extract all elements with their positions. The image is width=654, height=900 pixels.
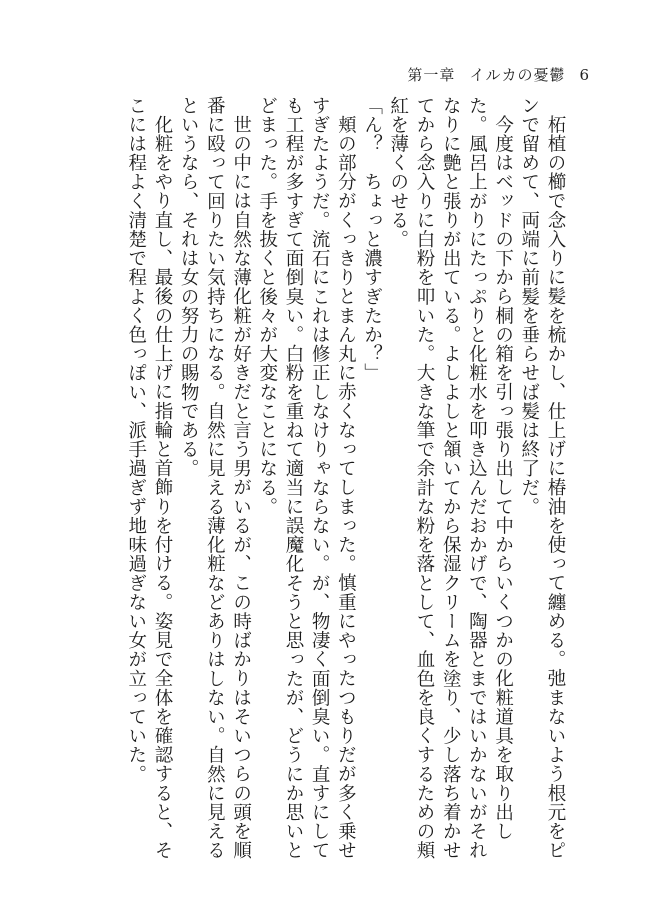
chapter-label: 第一章	[407, 66, 456, 84]
chapter-title: イルカの憂鬱	[469, 66, 566, 84]
paragraph: 頬の部分がくっきりとまん丸に赤くなってしまった。慎重にやったつもりだが多く乗せすぎたようだ。流石にこれは修正しなけりゃならない。が、物凄く面倒臭い。直すにしても工程が多すぎて面倒臭い。白粉を重ねて適当に誤魔化そうと思ったが、どうにか思いとどまった。手を抜くと後々が大変なことになる。	[256, 96, 357, 860]
paragraph: 化粧をやり直し、最後の仕上げに指輪と首飾りを付ける。姿見で全体を確認すると、そこには程よく清楚で程よく色っぽい、派手過ぎず地味過ぎない女が立っていた。	[125, 96, 173, 860]
running-header	[407, 64, 590, 85]
paragraph: 今度はベッドの下から桐の箱を引っ張り出して中からいくつかの化粧道具を取り出した。風呂上がりにたっぷりと化粧水を叩き込んだおかげで、陶器とまではいかないがそれなりに艶と張りが出ている。よしよしと頷いてから保湿クリームを塗り、少し落ち着かせてから念入りに白粉を叩いた。大きな筆で余計な粉を落として、血色を良くするための頬紅を薄くのせる。	[387, 96, 514, 860]
dialogue-line: 「ん？ ちょっと濃すぎたか？」	[361, 96, 383, 383]
vertical-text-body	[88, 96, 568, 866]
paragraph: 世の中には自然な薄化粧が好きだと言う男がいるが、この時ばかりはそいつらの頭を順番に殴って回りたい気持ちになる。自然に見える薄化粧などありはしない。自然に見えるというなら、それは女の努力の賜物である。	[178, 96, 252, 860]
page-number: 6	[579, 66, 590, 84]
paragraph: 柘植の櫛で念入りに髪を梳かし、仕上げに椿油を使って纏める。弛まないよう根元をピンで留めて、両端に前髪を垂らせば髪は終了だ。	[518, 96, 566, 860]
